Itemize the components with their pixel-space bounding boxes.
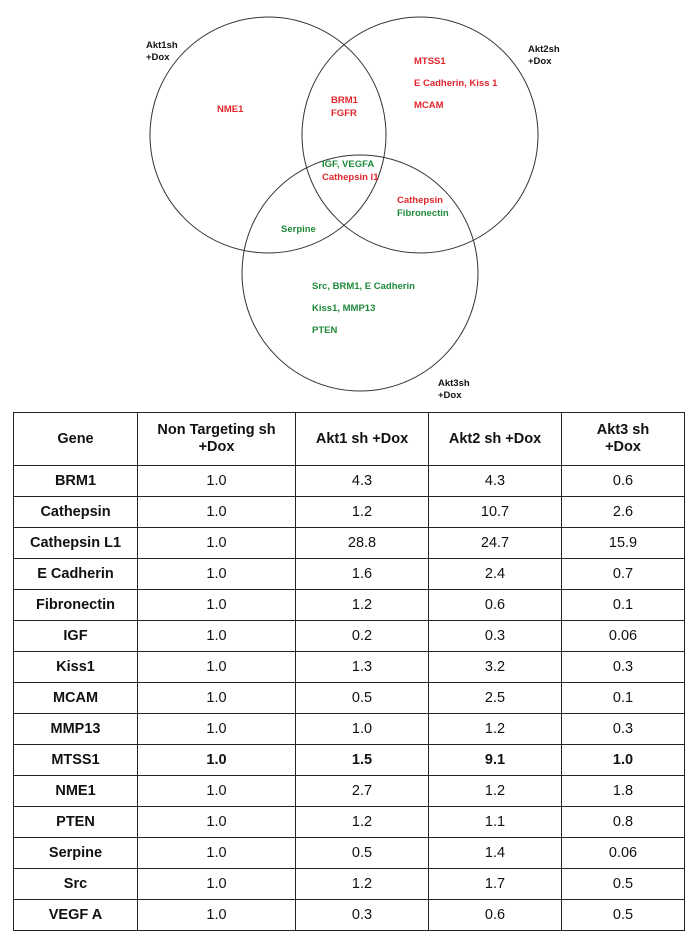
value-cell: 1.0 [138, 528, 296, 559]
table-body [14, 466, 685, 931]
column-header: Akt2 sh +Dox [429, 413, 562, 466]
set-label-akt1 [146, 40, 180, 63]
value-cell: 1.0 [562, 745, 685, 776]
venn-gene-label: Src, BRM1, E Cadherin [312, 281, 415, 292]
value-cell: 2.5 [429, 683, 562, 714]
value-cell: 0.6 [429, 590, 562, 621]
gene-name-cell: Kiss1 [14, 652, 138, 683]
venn-gene-label: MTSS1 [414, 56, 446, 67]
table-row [14, 745, 685, 776]
gene-name-cell: Serpine [14, 838, 138, 869]
set-label-akt1-line1: Akt1sh [146, 40, 178, 51]
gene-name-cell: E Cadherin [14, 559, 138, 590]
value-cell: 4.3 [429, 466, 562, 497]
venn-gene-label: BRM1 [331, 95, 358, 106]
table-row [14, 497, 685, 528]
value-cell: 1.0 [138, 745, 296, 776]
value-cell: 0.3 [562, 714, 685, 745]
column-header: Gene [14, 413, 138, 466]
value-cell: 0.5 [296, 838, 429, 869]
circle-akt3 [242, 155, 478, 391]
value-cell: 1.1 [429, 807, 562, 838]
value-cell: 1.0 [138, 652, 296, 683]
venn-gene-label: E Cadherin, Kiss 1 [414, 78, 498, 89]
table-row [14, 869, 685, 900]
table-row [14, 714, 685, 745]
value-cell: 2.4 [429, 559, 562, 590]
gene-name-cell: IGF [14, 621, 138, 652]
gene-name-cell: Cathepsin L1 [14, 528, 138, 559]
value-cell: 1.0 [138, 869, 296, 900]
value-cell: 2.7 [296, 776, 429, 807]
set-label-akt1-line2: +Dox [146, 52, 170, 63]
table-row [14, 590, 685, 621]
gene-name-cell: PTEN [14, 807, 138, 838]
venn-gene-label: Cathepsin l1 [322, 172, 379, 183]
venn-region-labels [217, 56, 498, 336]
value-cell: 24.7 [429, 528, 562, 559]
value-cell: 0.3 [562, 652, 685, 683]
table-row [14, 900, 685, 931]
value-cell: 15.9 [562, 528, 685, 559]
value-cell: 0.7 [562, 559, 685, 590]
venn-gene-label: MCAM [414, 100, 444, 111]
table-row [14, 466, 685, 497]
gene-name-cell: MMP13 [14, 714, 138, 745]
gene-name-cell: NME1 [14, 776, 138, 807]
value-cell: 0.06 [562, 621, 685, 652]
value-cell: 1.0 [138, 559, 296, 590]
value-cell: 1.0 [296, 714, 429, 745]
table-row [14, 528, 685, 559]
gene-name-cell: Cathepsin [14, 497, 138, 528]
value-cell: 1.4 [429, 838, 562, 869]
table-row [14, 683, 685, 714]
value-cell: 9.1 [429, 745, 562, 776]
value-cell: 1.0 [138, 714, 296, 745]
set-label-akt3-line1: Akt3sh [438, 378, 470, 389]
value-cell: 1.0 [138, 497, 296, 528]
gene-expression-table [13, 412, 685, 931]
value-cell: 1.0 [138, 807, 296, 838]
value-cell: 1.2 [429, 714, 562, 745]
gene-name-cell: Src [14, 869, 138, 900]
value-cell: 1.6 [296, 559, 429, 590]
table-row [14, 652, 685, 683]
circle-akt1 [150, 17, 386, 253]
column-header: Akt3 sh +Dox [562, 413, 685, 466]
value-cell: 0.3 [429, 621, 562, 652]
venn-gene-label: Cathepsin [397, 195, 443, 206]
column-header: Non Targeting sh +Dox [138, 413, 296, 466]
gene-name-cell: Fibronectin [14, 590, 138, 621]
value-cell: 0.1 [562, 590, 685, 621]
venn-gene-label: Fibronectin [397, 208, 449, 219]
column-header: Akt1 sh +Dox [296, 413, 429, 466]
value-cell: 2.6 [562, 497, 685, 528]
venn-gene-label: IGF, VEGFA [322, 159, 375, 170]
value-cell: 1.2 [296, 497, 429, 528]
value-cell: 4.3 [296, 466, 429, 497]
table-row [14, 559, 685, 590]
venn-gene-label: PTEN [312, 325, 338, 336]
table-row [14, 621, 685, 652]
value-cell: 28.8 [296, 528, 429, 559]
value-cell: 1.0 [138, 838, 296, 869]
value-cell: 0.8 [562, 807, 685, 838]
value-cell: 1.0 [138, 776, 296, 807]
value-cell: 0.5 [296, 683, 429, 714]
set-label-akt2-line1: Akt2sh [528, 44, 560, 55]
set-label-akt3 [438, 378, 472, 401]
value-cell: 0.5 [562, 869, 685, 900]
value-cell: 10.7 [429, 497, 562, 528]
venn-gene-label: NME1 [217, 104, 244, 115]
value-cell: 0.6 [562, 466, 685, 497]
gene-name-cell: BRM1 [14, 466, 138, 497]
value-cell: 0.3 [296, 900, 429, 931]
set-label-akt2-line2: +Dox [528, 56, 552, 67]
value-cell: 1.0 [138, 900, 296, 931]
value-cell: 0.2 [296, 621, 429, 652]
value-cell: 1.8 [562, 776, 685, 807]
value-cell: 1.2 [429, 776, 562, 807]
value-cell: 0.5 [562, 900, 685, 931]
value-cell: 1.2 [296, 869, 429, 900]
value-cell: 1.2 [296, 590, 429, 621]
set-label-akt3-line2: +Dox [438, 390, 462, 401]
value-cell: 1.3 [296, 652, 429, 683]
value-cell: 1.0 [138, 621, 296, 652]
venn-gene-label: Kiss1, MMP13 [312, 303, 376, 314]
gene-name-cell: MCAM [14, 683, 138, 714]
table-row [14, 838, 685, 869]
value-cell: 1.2 [296, 807, 429, 838]
venn-diagram [0, 0, 693, 405]
value-cell: 0.6 [429, 900, 562, 931]
value-cell: 1.5 [296, 745, 429, 776]
value-cell: 3.2 [429, 652, 562, 683]
value-cell: 1.0 [138, 683, 296, 714]
value-cell: 0.1 [562, 683, 685, 714]
venn-gene-label: FGFR [331, 108, 357, 119]
set-label-akt2 [528, 44, 562, 67]
value-cell: 1.0 [138, 466, 296, 497]
table-row [14, 807, 685, 838]
venn-gene-label: Serpine [281, 224, 316, 235]
value-cell: 1.7 [429, 869, 562, 900]
table-row [14, 776, 685, 807]
value-cell: 0.06 [562, 838, 685, 869]
gene-name-cell: VEGF A [14, 900, 138, 931]
table-header-row [14, 413, 685, 466]
value-cell: 1.0 [138, 590, 296, 621]
gene-name-cell: MTSS1 [14, 745, 138, 776]
